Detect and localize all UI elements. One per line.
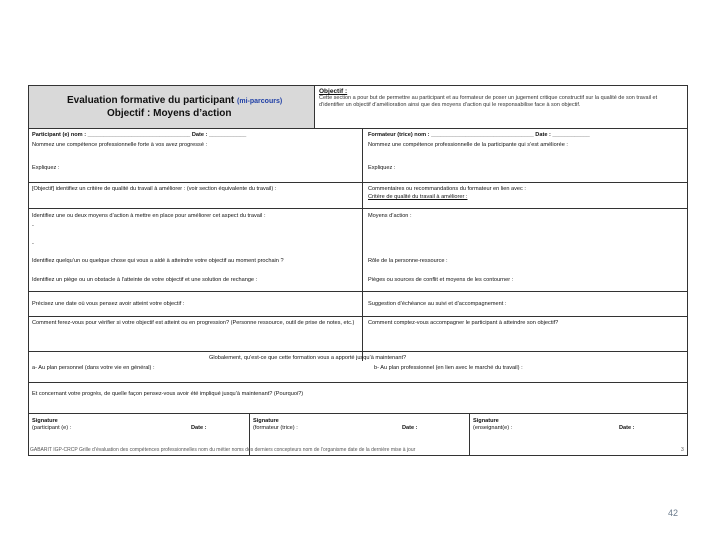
divider — [29, 182, 687, 183]
left-personne-prompt: Identifiez quelqu’un ou quelque chose qui vous a aidé à atteindre votre objectif au moment prochain ? — [32, 258, 284, 264]
global-a-prompt: a- Au plan personnel (dans votre vie en général) : — [32, 365, 155, 371]
participant-name-field[interactable]: Participant (e) nom : _________________________________ Date : ____________ — [32, 132, 247, 138]
left-moyens-prompt: Identifiez une ou deux moyens d’action à mettre en place pour améliorer cet aspect du travail : — [32, 213, 266, 219]
evaluation-form — [28, 85, 688, 456]
signature-formateur-role: (formateur (trice) : — [253, 425, 298, 431]
formateur-name-field[interactable]: Formateur (trice) nom : _________________________________ Date : ____________ — [368, 132, 590, 138]
signature-participant-label: Signature — [32, 418, 58, 424]
divider — [29, 208, 687, 209]
right-pieges-prompt: Pièges ou sources de conflit et moyens de les contourner : — [368, 277, 514, 283]
signature-participant-role: (participant (e) : — [32, 425, 72, 431]
right-suggestion-prompt: Suggestion d’échéance au suivi et d’accompagnement : — [368, 301, 507, 307]
divider — [29, 316, 687, 317]
signature-enseignant-role: (enseignant(e) : — [473, 425, 513, 431]
left-bullet: - — [32, 223, 34, 229]
divider — [29, 382, 687, 383]
signature-date-label: Date : — [402, 425, 418, 431]
form-footer: GABARIT IGP-CRCP Grille d’évaluation des compétences professionnelles nom du métier noms des derniers concepteurs nom de l’organisme date de la dernière mise à jour — [30, 447, 416, 453]
form-subtitle: Objectif : Moyens d’action — [107, 108, 232, 119]
global-question: Globalement, qu’est-ce que cette formation vous a apporté jusqu’à maintenant? — [209, 355, 407, 361]
divider — [29, 351, 687, 352]
right-role-prompt: Rôle de la personne-ressource : — [368, 258, 448, 264]
column-divider — [362, 128, 363, 361]
left-nommez-prompt: Nommez une compétence professionnelle forte à vos avez progressé : — [32, 142, 208, 148]
objective-text: Cette section a pour but de permettre au participant et au formateur de poser un jugement critique constructif sur la qualité de son travail et d’identifier un objectif d’amélioration ainsi que des moyens d’action qui le responsabilise face à son objectif. — [319, 95, 658, 108]
objective-label: Objectif : — [319, 88, 348, 95]
signature-date-label: Date : — [619, 425, 635, 431]
left-bullet: - — [32, 241, 34, 247]
left-comment-prompt: Comment ferez-vous pour vérifier si votre objectif est atteint ou en progression? (Personne ressource, outil de prise de notes, etc.) — [32, 320, 355, 326]
right-critere-prompt: Critère de qualité du travail à améliorer : — [368, 194, 468, 200]
form-title-block — [29, 86, 315, 128]
form-header — [29, 86, 687, 129]
left-piege-prompt: Identifiez un piège ou un obstacle à l’atteinte de votre objectif et une solution de rechange : — [32, 277, 258, 283]
signature-divider — [469, 413, 470, 455]
divider — [29, 413, 687, 414]
right-nommez-prompt: Nommez une compétence professionnelle de la participante qui s’est améliorée : — [368, 142, 568, 148]
signature-date-label: Date : — [191, 425, 207, 431]
right-expliquez-prompt: Expliquez : — [368, 165, 396, 171]
form-title — [67, 95, 282, 106]
right-accompagner-prompt: Comment comptez-vous accompagner le participant à atteindre son objectif? — [368, 320, 559, 326]
left-expliquez-prompt: Expliquez : — [32, 165, 60, 171]
right-commentaires-prompt: Commentaires ou recommandations du formateur en lien avec : — [368, 186, 526, 192]
left-objectif-prompt: [Objectif] identifiez un critère de qualité du travail à améliorer : (voir section équivalente du travail) : — [32, 186, 277, 192]
left-date-prompt: Précisez une date où vous pensez avoir atteint votre objectif : — [32, 301, 185, 307]
slide-number: 42 — [668, 508, 679, 518]
footer-page-number: 3 — [681, 447, 684, 453]
form-title-sub: (mi-parcours) — [237, 98, 283, 105]
global-b-prompt: b- Au plan professionnel (en lien avec le marché du travail) : — [374, 365, 523, 371]
signature-enseignant-label: Signature — [473, 418, 499, 424]
global-progres-prompt: Et concernant votre progrès, de quelle façon pensez-vous avoir été impliqué jusqu’à maintenant? (Pourquoi?) — [32, 391, 304, 397]
divider — [29, 291, 687, 292]
right-moyens-prompt: Moyens d’action : — [368, 213, 412, 219]
objective-block — [315, 86, 687, 128]
form-title-text: Evaluation formative du participant — [67, 95, 235, 106]
signature-formateur-label: Signature — [253, 418, 279, 424]
